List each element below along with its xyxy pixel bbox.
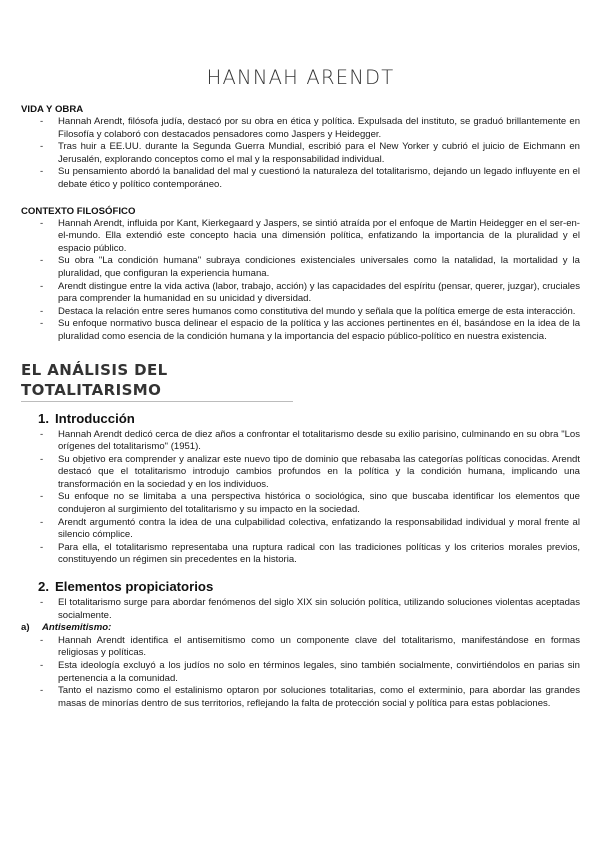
document-title: HANNAH ARENDT [206,66,395,89]
antisemitismo-list [21,635,580,711]
antisemitismo-label [21,622,580,635]
intro-number: 1. [38,410,49,426]
list-item: - Arendt argumentó contra la idea de una culpabilidad colectiva, enfatizando la responsabilidad individual y moral frente al silencio cómplice. [21,517,580,542]
list-item: - Tras huir a EE.UU. durante la Segunda Guerra Mundial, escribió para el New Yorker y cubrió el juicio de Eichmann en Jerusalén, explorando conceptos como el mal y la responsabilidad individual. [21,141,580,166]
vida-obra-list [21,116,580,192]
list-item: - Hannah Arendt dedicó cerca de diez años a confrontar el totalitarismo desde su exilio parisino, culminando en su obra "Los orígenes del totalitarismo" (1951). [21,429,580,454]
list-item: - Destaca la relación entre seres humanos como constitutiva del mundo y señala que la política emerge de esta interacción. [21,306,580,319]
antisemitismo-letter: a) [21,622,30,634]
list-item: - Arendt distingue entre la vida activa (labor, trabajo, acción) y las capacidades del espíritu (pensar, querer, juzgar), cruciales para comprender la humanidad en su unicidad y diversidad. [21,281,580,306]
list-item: - El totalitarismo surge para abordar fenómenos del siglo XIX sin solución política, utilizando soluciones violentas aceptadas socialmente. [21,597,580,622]
intro-heading [21,411,580,427]
list-item: - Tanto el nazismo como el estalinismo optaron por soluciones totalitarias, como el exterminio, para abordar las grandes masas de minorías dentro de sus territorios, reflejando la falta de protección social y política para estas poblaciones. [21,685,580,710]
list-item: - Su obra "La condición humana" subraya condiciones existenciales universales como la natalidad, la mortalidad y la pluralidad, que configuran la experiencia humana. [21,255,580,280]
list-item: - Hannah Arendt, filósofa judía, destacó por su obra en ética y política. Expulsada del instituto, se graduó brillantemente en Filosofía y colaboró con destacados pensadores como Jaspers y Heidegger. [21,116,580,141]
elementos-heading [21,579,580,595]
list-item: - Esta ideología excluyó a los judíos no solo en términos legales, sino también socialmente, convirtiéndolos en parias sin pertenencia a la comunidad. [21,660,580,685]
elementos-number: 2. [38,579,49,595]
list-item: - Su enfoque no se limitaba a una perspectiva histórica o sociológica, sino que buscaba identificar los elementos que condujeron al surgimiento del totalitarismo y su impacto en la sociedad. [21,491,580,516]
list-item: - Su objetivo era comprender y analizar este nuevo tipo de dominio que rebasaba las categorías políticas conocidas. Arendt destacó que el totalitarismo introdujo cambios profundos en la política y la condición humana, implicando una transformación en la sociedad y en los individuos. [21,454,580,492]
section-heading-vida-obra: VIDA Y OBRA [21,104,84,115]
elementos-list [21,597,580,622]
contexto-list [21,218,580,344]
analisis-heading: EL ANÁLISIS DEL TOTALITARISMO [21,360,293,402]
list-item: - Su pensamiento abordó la banalidad del mal y cuestionó la naturaleza del totalitarismo, dejando un legado influyente en el debate ético y político contemporáneo. [21,166,580,191]
intro-list [21,429,580,568]
antisemitismo-heading: Antisemitismo: [42,622,112,634]
elementos-heading-text: Elementos propiciatorios [55,579,214,595]
list-item: - Hannah Arendt identifica el antisemitismo como un componente clave del totalitarismo, manifestándose en formas religiosas y políticas. [21,635,580,660]
section-heading-contexto: CONTEXTO FILOSÓFICO [21,205,136,217]
list-item: - Para ella, el totalitarismo representaba una ruptura radical con las tradiciones políticas y los criterios morales previos, constituyendo un régimen sin precedentes en la historia. [21,542,580,567]
intro-heading-text: Introducción [55,410,135,426]
section-vida-obra [21,104,580,192]
list-item: - Hannah Arendt, influida por Kant, Kierkegaard y Jaspers, se sintió atraída por el enfoque de Martin Heidegger en el ser-en-el-mundo. Ella extendió este concepto hacia una dimensión política, enfatizando la importancia de la pluralidad y el espacio público. [21,218,580,256]
list-item: - Su enfoque normativo busca delinear el espacio de la política y las acciones pertinentes en él, basándose en la idea de la pluralidad como esencia de la condición humana y la importancia del espacio público-político en nuestra existencia. [21,318,580,343]
section-contexto [21,206,580,344]
section-analisis [21,360,580,711]
